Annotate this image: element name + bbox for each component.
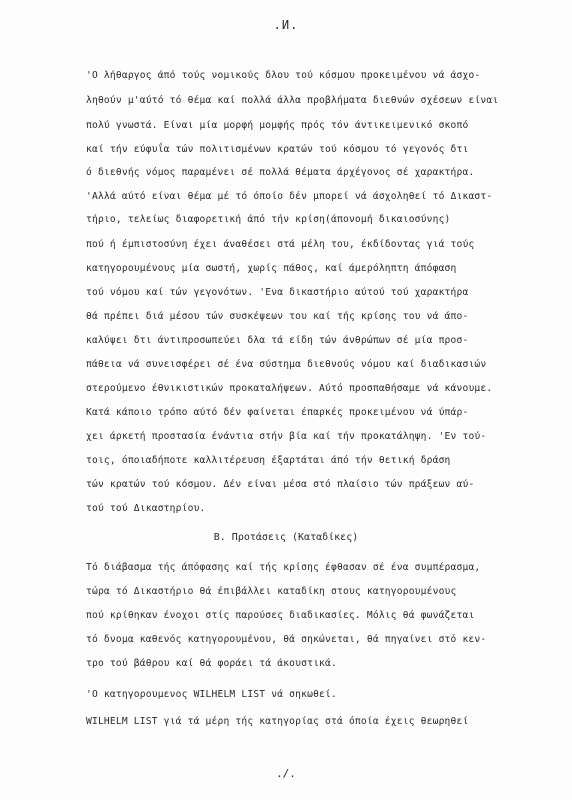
text-line: καλύψει δτι άντιπροσωπεύει δλα τά είδη τών άνθρώπων σέ μία προσ- — [86, 335, 469, 346]
page-number: .И. — [273, 18, 299, 32]
text-line: κατηγορουμένους μία σωστή, χωρίς πάθος, καί άμερόληπτη άπόφαση — [86, 263, 457, 274]
text-line-last: WILHELM LIST γιά τά μέρη τής κατηγορίας στά όποία έχεις θεωρηθεί — [86, 716, 469, 727]
text-line: θά πρέπει διά μέσου τών συσκέψεων του καί τής κρίσης του νά άπο- — [86, 311, 469, 322]
text-line: τών κρατών τού κόσμου. Δέν είναι μέσα στό πλαίσιο τών πράξεων αύ- — [86, 479, 475, 490]
text-line: στερούμενο έθνικιστικών προκαταλήψεων. Αύτό προσπαθήσαμε νά κάνουμε. — [86, 383, 493, 394]
text-line: τού τού Δικαστηρίου. — [86, 503, 206, 514]
text-line: τώρα τό Δικαστήριο θά έπιβάλλει καταδίκη στους κατηγορουμένους — [86, 586, 457, 597]
text-line: ό διεθνής νόμος παραμένει σέ πολλά θέματα άρχέγονος σέ χαρακτήρα. — [86, 167, 475, 178]
text-line: τήριο, τελείως διαφορετική άπό τήν κρίση(άπονομή δικαιοσύνης) — [86, 214, 451, 225]
section-heading: Β. Προτάσεις (Καταδίκες) — [213, 532, 359, 543]
text-line: καί τήν εύφυΐα τών πολιτισμένων κρατών τού κόσμου τό γεγονός δτι — [86, 144, 469, 155]
text-line: 'Ο λήθαργος άπό τούς νομικούς δλου τού κόσμου προκειμένου νά άσχο- — [86, 70, 481, 81]
text-line: τρο τού βάθρου καί θά φοράει τά άκουστικά. — [86, 658, 337, 669]
text-line: 'Αλλά αύτό είναι θέμα μέ τό όποίο δέν μπορεί νά άσχοληθεί τό Δικαστ- — [86, 191, 493, 202]
text-line: τοις, όποιαδήποτε καλλιτέρευση έξαρτάται άπό τήν θετική δράση — [86, 455, 451, 466]
text-line: πού κρίθηκαν ένοχοι στίς παρούσες διαδικασίες. Μόλις θά φωνάζεται — [86, 610, 475, 621]
text-line: τό δνομα καθενός κατηγορουμένου, θά σηκώνεται, θά πηγαίνει στό κεν- — [86, 634, 487, 645]
text-line: Τό διάβασμα τής άπόφασης καί τής κρίσης έφθασαν σέ ένα συμπέρασμα, — [86, 562, 481, 573]
page-footer-mark: ./. — [276, 767, 296, 780]
text-line: πολύ γνωστά. Είναι μία μορφή μομφής πρός τόν άντικειμενικό σκοπό — [86, 120, 469, 131]
text-line: Κατά κάποιο τρόπο αύτό δέν φαίνεται έπαρκές προκειμένου νά ύπάρ- — [86, 407, 469, 418]
text-line: πού ή έμπιστοσύνη έχει άναθέσει στά μέλη του, έκδίδοντας γιά τούς — [86, 239, 475, 250]
text-line: πάθεια νά συνεισφέρει σέ ένα σύστημα διεθνούς νόμου καί διαδικασιών — [86, 359, 487, 370]
text-line: χει άρκετή προστασία ένάντια στήν βία καί τήν προκατάληψη. 'Εν τού- — [86, 431, 487, 442]
text-line: ληθούν μ'αύτό τό θέμα καί πολλά άλλα προβλήματα διεθνών σχέσεων είναι — [86, 95, 499, 106]
call-line: 'Ο κατηγορουμενος WILHELM LIST νά σηκωθεί. — [86, 689, 337, 700]
text-line: τού νόμου καί τών γεγονότων. 'Ενα δικαστήριο αύτού τού χαρακτήρα — [86, 287, 469, 298]
